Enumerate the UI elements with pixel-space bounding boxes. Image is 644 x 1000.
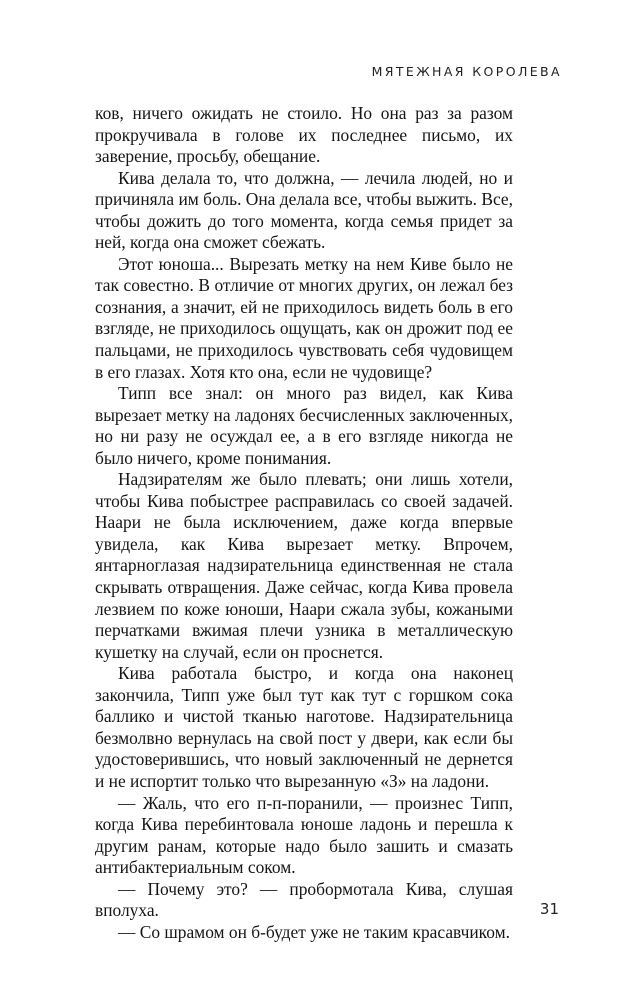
dialogue-line: — Почему это? — пробормотала Кива, слушая вполуха. [95,878,513,921]
paragraph: Надзирателям же было плевать; они лишь хотели, чтобы Кива побыстрее расправилась со своей задачей. Наари не была исключением, даже когда впервые увидела, как Кива вырезает метку. Впрочем, янтарноглазая надзирательница единственная не стала скрывать отвращения. Даже сейчас, когда Кива провела лезвием по коже юноши, Наари сжала зубы, кожаными перчатками вжимая плечи узника в металлическую кушетку на случай, если он проснется. [95,469,513,662]
dialogue-line: — Жаль, что его п-п-поранили, — произнес Типп, когда Кива перебинтовала юноше ладонь и перешла к другим ранам, которые надо было зашить и смазать антибактериальным соком. [95,792,513,878]
dialogue-line: — Со шрамом он б-будет уже не таким красавчиком. [118,921,510,942]
body-text [95,103,513,943]
paragraph: ков, ничего ожидать не стоило. Но она раз за разом прокручивала в голове их последнее письмо, их заверение, просьбу, обещание. [95,103,513,167]
paragraph: Кива делала то, что должна, — лечила людей, но и причиняла им боль. Она делала все, чтобы выжить. Все, чтобы дожить до того момента, когда семья придет за ней, когда она сможет сбежать. [95,167,513,253]
paragraph: Кива работала быстро, и когда она наконец закончила, Типп уже был тут как тут с горшком сока баллико и чистой тканью наготове. Надзирательница безмолвно вернулась на свой пост у двери, как если бы удостоверившись, что новый заключенный не дернется и не испортит только что вырезанную «З» на ладони. [95,663,513,791]
paragraph: Типп все знал: он много раз видел, как Кива вырезает метку на ладонях бесчисленных заключенных, но ни разу не осуждал ее, а в его взгляде никогда не было ничего, кроме понимания. [95,383,513,468]
paragraph: Этот юноша... Вырезать метку на нем Киве было не так совестно. В отличие от многих других, он лежал без сознания, а значит, ей не приходилось видеть боль в его взгляде, не приходилось ощущать, как он дрожит под ее пальцами, не приходилось чувствовать себя чудовищем в его глазах. Хотя кто она, если не чудовище? [95,253,513,382]
running-head: МЯТЕЖНАЯ КОРОЛЕВА [371,64,562,79]
page-number: 31 [539,900,559,918]
